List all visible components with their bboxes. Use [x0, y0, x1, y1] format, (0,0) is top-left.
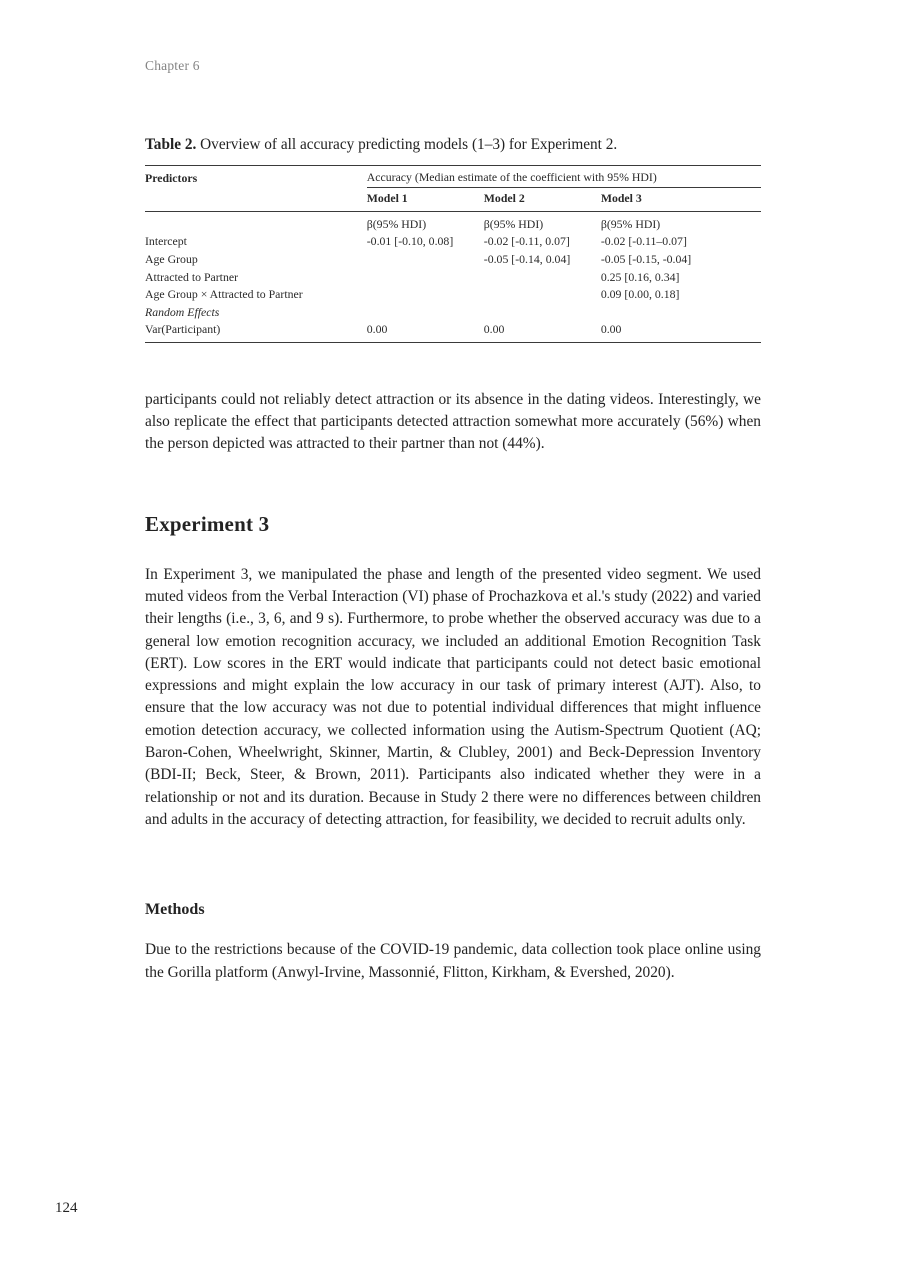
- table-row: [145, 304, 761, 322]
- model1-cell: [367, 286, 484, 304]
- table-caption: [145, 134, 761, 156]
- table-caption-label: Table 2.: [145, 136, 197, 153]
- table-caption-text: Overview of all accuracy predicting models (1–3) for Experiment 2.: [200, 136, 618, 153]
- model3-cell: 0.09 [0.00, 0.18]: [600, 287, 680, 302]
- model2-cell: [484, 304, 601, 322]
- accuracy-models-table: [145, 165, 761, 343]
- model2-cell: [484, 286, 601, 304]
- model3-cell: -0.02 [-0.11–0.07]: [600, 234, 687, 249]
- model3-cell: 0.25 [0.16, 0.34]: [600, 269, 680, 284]
- table-row: [145, 211, 761, 233]
- accuracy-span-header: Accuracy (Median estimate of the coefficient with 95% HDI): [367, 165, 761, 188]
- predictor-cell: [145, 211, 367, 233]
- predictor-cell: Intercept: [145, 234, 187, 249]
- predictor-cell: Age Group: [145, 251, 198, 266]
- paragraph-results: participants could not reliably detect attraction or its absence in the dating videos. Interestingly, we also replicate the effect that participants detected attraction somewhat more accurately (56%) when the person depicted was attracted to their partner than not (44%).: [145, 390, 761, 453]
- model3-cell: [601, 304, 761, 322]
- predictors-header: Predictors: [145, 165, 367, 188]
- running-header: Chapter 6: [145, 58, 200, 73]
- model3-cell: 0.00: [601, 321, 761, 342]
- model2-cell: 0.00: [484, 321, 601, 342]
- empty-header-cell: [145, 188, 367, 212]
- section-heading-experiment-3: Experiment 3: [145, 511, 270, 536]
- predictor-cell: Random Effects: [145, 304, 220, 319]
- model1-cell: -0.01 [-0.10, 0.08]: [366, 234, 454, 249]
- table-header-row: [145, 165, 761, 188]
- model2-cell: β(95% HDI): [483, 216, 544, 231]
- model3-cell: β(95% HDI): [600, 216, 661, 231]
- subsection-heading-methods: Methods: [145, 901, 205, 919]
- text-column: [145, 0, 761, 984]
- table-row: [145, 321, 761, 342]
- model1-cell: 0.00: [367, 321, 484, 342]
- model2-cell: -0.02 [-0.11, 0.07]: [483, 234, 570, 249]
- model1-cell: [367, 304, 484, 322]
- model-3-header: Model 3: [601, 188, 761, 212]
- paragraph-methods: Due to the restrictions because of the COVID-19 pandemic, data collection took place online using the Gorilla platform (Anwyl-Irvine, Massonnié, Flitton, Kirkham, & Evershed, 2020).: [145, 941, 761, 981]
- model-header-row: [145, 188, 761, 212]
- model-1-header: Model 1: [367, 188, 484, 212]
- predictor-cell: Attracted to Partner: [145, 269, 239, 284]
- predictor-cell: Var(Participant): [145, 321, 367, 342]
- paragraph-experiment-3-intro: In Experiment 3, we manipulated the phase and length of the presented video segment. We used muted videos from the Verbal Interaction (VI) phase of Prochazkova et al.'s study (2022) and varied their lengths (i.e., 3, 6, and 9 s). Furthermore, to probe whether the observed accuracy was due to a general low emotion recognition accuracy, we included an additional Emotion Recognition Task (ERT). Low scores in the ERT would indicate that participants could not detect basic emotional expressions and might explain the low accuracy in our task of primary interest (AJT). Also, to ensure that the low accuracy was not due to potential individual differences that might influence emotion detection accuracy, we collected information using the Autism-Spectrum Quotient (AQ; Baron-Cohen, Wheelwright, Skinner, Martin, & Clubley, 2001) and Beck-Depression Inventory (BDI-II; Beck, Steer, & Brown, 2011). Participants also indicated whether they were in a relationship or not and its duration. Because in Study 2 there were no differences between children and adults in the accuracy of detecting attraction, for feasibility, we decided to recruit adults only.: [145, 565, 761, 828]
- model-2-header: Model 2: [484, 188, 601, 212]
- table-row: [145, 233, 761, 251]
- table-row: [145, 286, 761, 304]
- table-row: [145, 251, 761, 269]
- page-number: 124: [55, 1200, 78, 1216]
- predictor-cell: Age Group × Attracted to Partner: [145, 287, 303, 302]
- model1-cell: β(95% HDI): [366, 216, 427, 231]
- model1-cell: [367, 269, 484, 287]
- model3-cell: -0.05 [-0.15, -0.04]: [600, 251, 692, 266]
- table-row: [145, 269, 761, 287]
- model2-cell: [484, 269, 601, 287]
- model2-cell: -0.05 [-0.14, 0.04]: [483, 251, 571, 266]
- model1-cell: [367, 251, 484, 269]
